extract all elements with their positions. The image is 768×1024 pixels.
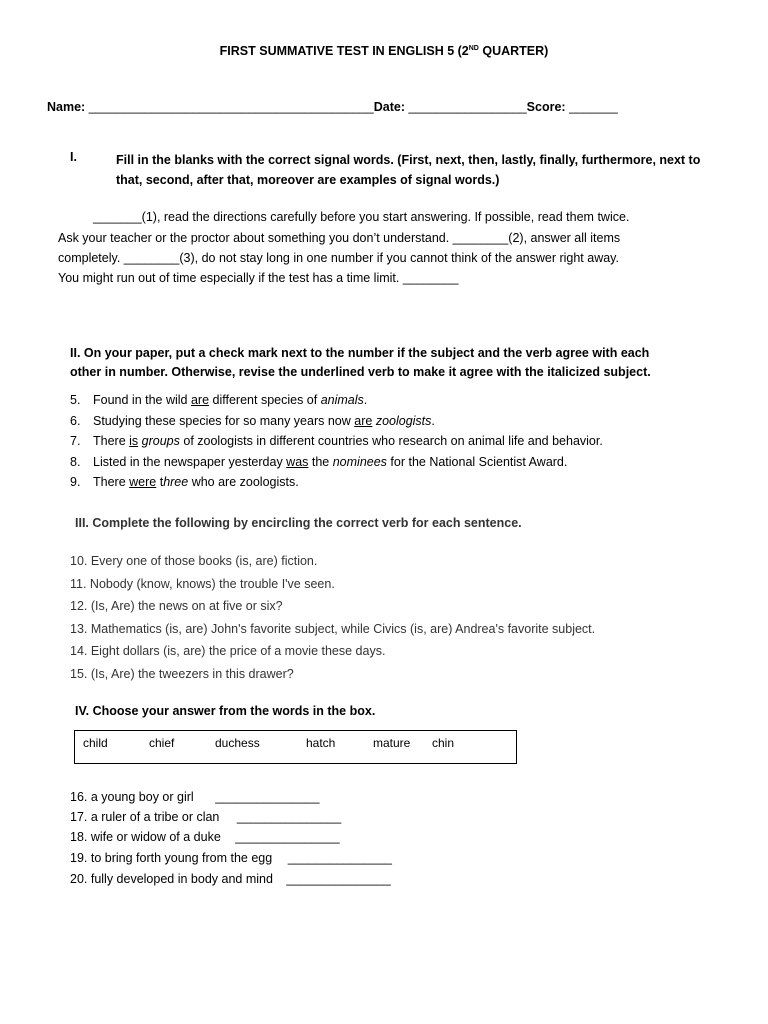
word-box-item: duchess bbox=[215, 736, 260, 750]
answer-blank[interactable]: _______________ bbox=[286, 872, 391, 886]
section3-item: 10. Every one of those books (is, are) fiction. bbox=[70, 554, 318, 568]
date-blank[interactable]: _________________ bbox=[408, 100, 527, 114]
section1-line-2: Ask your teacher or the proctor about something you don’t understand. ________(2), answer all items bbox=[58, 231, 621, 245]
section3-item: 14. Eight dollars (is, are) the price of a movie these days. bbox=[70, 644, 386, 658]
item-number: 8. bbox=[70, 455, 81, 469]
item-text: Listed in the newspaper yesterday bbox=[93, 455, 287, 469]
word-box-item: chief bbox=[149, 736, 175, 750]
section1-instruction: Fill in the blanks with the correct signal words. (First, next, then, lastly, finally, furthermore, next to that, second, after that, moreover are examples of signal words.) bbox=[116, 153, 701, 187]
item-number: 6. bbox=[70, 414, 81, 428]
italic-subject: nominees bbox=[332, 455, 387, 469]
item-text: who are zoologists. bbox=[188, 475, 299, 489]
item-text: the bbox=[308, 455, 333, 469]
section3-item: 13. Mathematics (is, are) John's favorite subject, while Civics (is, are) Andrea's favorite subject. bbox=[70, 622, 596, 636]
score-label: Score: bbox=[526, 100, 566, 114]
section2-item bbox=[70, 455, 567, 469]
answer-blank[interactable]: _______________ bbox=[287, 851, 392, 865]
answer-blank[interactable]: _______________ bbox=[236, 810, 342, 824]
answer-blank[interactable]: _______________ bbox=[235, 830, 340, 844]
section4-item: 17. a ruler of a tribe or clan _______________ bbox=[70, 810, 342, 824]
section4-item: 20. fully developed in body and mind _______________ bbox=[70, 872, 391, 886]
section2-instruction-line-2: other in number. Otherwise, revise the underlined verb to make it agree with the italicized subject. bbox=[70, 365, 651, 379]
section2-instruction-line-1: II. On your paper, put a check mark next to the number if the subject and the verb agree with each bbox=[70, 346, 650, 360]
item-text: t bbox=[156, 475, 164, 489]
item-text: . bbox=[431, 414, 435, 428]
section1-line-1: _______(1), read the directions carefully before you start answering. If possible, read them twice. bbox=[93, 210, 630, 224]
item-number: 5. bbox=[70, 393, 81, 407]
item-number: 7. bbox=[70, 434, 81, 448]
section2-item bbox=[70, 414, 435, 428]
section1-line-4: You might run out of time especially if the test has a time limit. ________ bbox=[58, 271, 459, 285]
header-line bbox=[47, 100, 618, 114]
item-text: There bbox=[93, 475, 130, 489]
section3-item: 15. (Is, Are) the tweezers in this drawer? bbox=[70, 667, 294, 681]
item-number: 9. bbox=[70, 475, 81, 489]
italic-subject: animals bbox=[320, 393, 364, 407]
item-text: of zoologists in different countries who research on animal life and behavior. bbox=[179, 434, 603, 448]
underlined-verb: are bbox=[354, 414, 373, 428]
word-box-item: chin bbox=[432, 736, 455, 750]
item-text: for the National Scientist Award. bbox=[386, 455, 568, 469]
section2-item bbox=[70, 434, 603, 448]
name-label: Name: bbox=[47, 100, 86, 114]
word-box-item: mature bbox=[373, 736, 411, 750]
italic-subject: hree bbox=[163, 475, 189, 489]
score-blank[interactable]: _______ bbox=[569, 100, 618, 114]
italic-subject: groups bbox=[141, 434, 180, 448]
item-text: Found in the wild bbox=[93, 393, 191, 407]
italic-subject: zoologists bbox=[375, 414, 432, 428]
word-box-item: child bbox=[83, 736, 108, 750]
section3-item: 12. (Is, Are) the news on at five or six? bbox=[70, 599, 283, 613]
answer-blank[interactable]: _______________ bbox=[215, 790, 320, 804]
item-text: There bbox=[93, 434, 130, 448]
section2-item bbox=[70, 475, 299, 489]
section1-line-3: completely. ________(3), do not stay long in one number if you cannot think of the answer right away. bbox=[58, 251, 619, 265]
item-text: Studying these species for so many years now bbox=[93, 414, 355, 428]
item-text: . bbox=[363, 393, 368, 407]
section2-item bbox=[70, 393, 367, 407]
section3-instruction: III. Complete the following by encircling the correct verb for each sentence. bbox=[75, 516, 522, 530]
section4-item: 19. to bring forth young from the egg _______________ bbox=[70, 851, 392, 865]
underlined-verb: were bbox=[129, 475, 157, 489]
name-blank[interactable]: _________________________________________ bbox=[88, 100, 374, 114]
underlined-verb: is bbox=[129, 434, 139, 448]
underlined-verb: are bbox=[190, 393, 210, 407]
test-title: FIRST SUMMATIVE TEST IN ENGLISH 5 (2ND QUARTER) bbox=[219, 44, 549, 58]
underlined-verb: was bbox=[286, 455, 309, 469]
word-box-item: hatch bbox=[306, 736, 336, 750]
item-text: different species of bbox=[209, 393, 321, 407]
section1-number: I. bbox=[70, 150, 77, 164]
date-label: Date: bbox=[373, 100, 405, 114]
section4-item: 18. wife or widow of a duke _______________ bbox=[70, 830, 340, 844]
section4-item: 16. a young boy or girl _______________ bbox=[70, 790, 320, 804]
section3-item: 11. Nobody (know, knows) the trouble I've seen. bbox=[70, 577, 335, 591]
section4-instruction: IV. Choose your answer from the words in the box. bbox=[75, 704, 376, 718]
